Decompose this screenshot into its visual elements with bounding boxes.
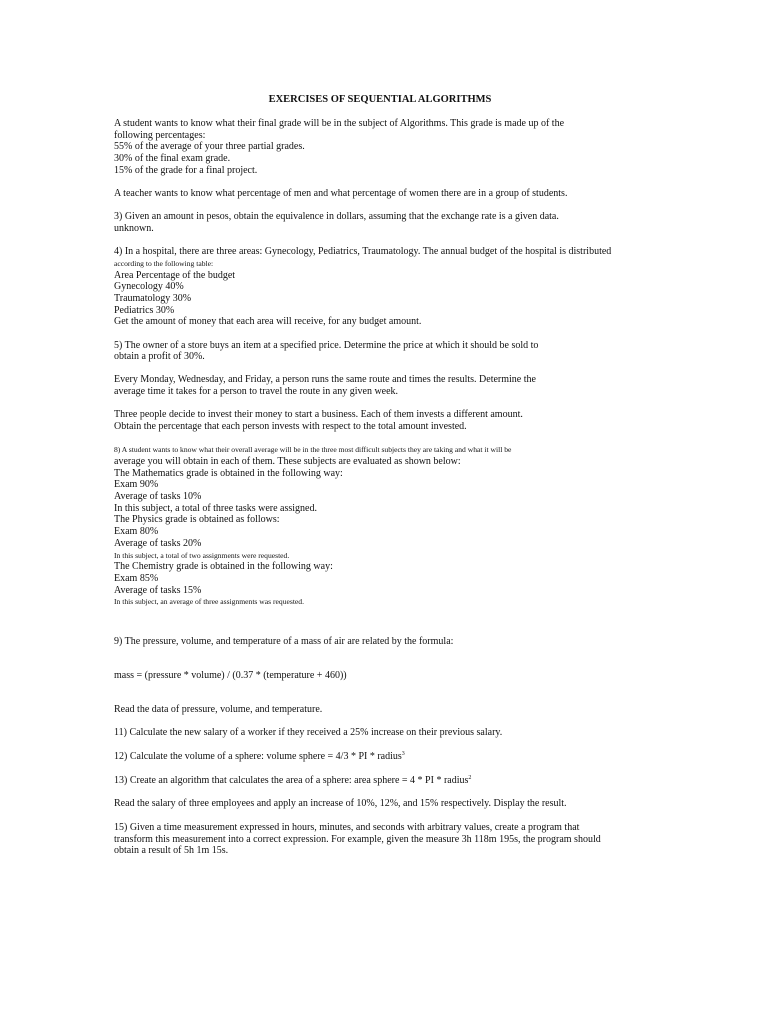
exercise-5-line: obtain a profit of 30%.: [114, 351, 205, 363]
spacer: [114, 328, 594, 340]
exponent-3: 3: [401, 750, 405, 757]
exercise-3-line: 3) Given an amount in pesos, obtain the equivalence in dollars, assuming that the exchange rate is a given data.: [114, 211, 559, 223]
exponent-2: 2: [468, 774, 472, 781]
exercise-4-line: Gynecology 40%: [114, 281, 184, 293]
spacer: [114, 715, 594, 727]
spacer: [114, 200, 594, 212]
exercise-8-line: Exam 85%: [114, 573, 159, 584]
exercise-5-line: 5) The owner of a store buys an item at a specified price. Determine the price at which it should be sold to: [114, 339, 539, 351]
exercise-12-text: 12) Calculate the volume of a sphere: volume sphere = 4/3 * PI * radius: [114, 750, 402, 762]
exercise-4-line: according to the following table:: [114, 258, 214, 268]
exercise-15-line: 15) Given a time measurement expressed in hours, minutes, and seconds with arbitrary values, create a program that: [114, 822, 580, 834]
exercise-1-line: 30% of the final exam grade.: [114, 153, 231, 165]
exercise-8-line: In this subject, an average of three assignments was requested.: [114, 597, 304, 607]
exercise-6-line: average time it takes for a person to travel the route in any given week.: [114, 386, 399, 398]
exercise-13-line: [114, 775, 594, 787]
exercise-8-line: Exam 90%: [114, 479, 159, 491]
exercise-8-line: Average of tasks 10%: [114, 491, 202, 503]
exercise-8-line: The Physics grade is obtained as follows:: [114, 514, 280, 526]
exercise-4-line: Get the amount of money that each area will receive, for any budget amount.: [114, 316, 422, 328]
exercise-4-line: Traumatology 30%: [114, 292, 192, 304]
exercise-1-line: 55% of the average of your three partial grades.: [114, 141, 305, 153]
exercise-11-line: 11) Calculate the new salary of a worker if they received a 25% increase on their previous salary.: [114, 727, 503, 739]
exercise-8-line: Average of tasks 15%: [114, 584, 202, 596]
spacer: [114, 810, 594, 822]
document-body: [114, 118, 612, 857]
exercise-13-text: 13) Create an algorithm that calculates the area of a sphere: area sphere = 4 * PI * radius: [114, 774, 469, 786]
exercise-8-line: The Mathematics grade is obtained in the following way:: [114, 467, 343, 479]
exercise-7-line: Three people decide to invest their money to start a business. Each of them invests a different amount.: [114, 409, 523, 421]
formula-line: mass = (pressure * volume) / (0.37 * (temperature + 460)): [114, 669, 347, 681]
exercise-4-line: 4) In a hospital, there are three areas: Gynecology, Pediatrics, Traumatology. The annual budget of the hospital is distributed: [114, 246, 612, 258]
spacer: [114, 648, 594, 670]
exercise-1-line: A student wants to know what their final grade will be in the subject of Algorithms. This grade is made up of the: [114, 118, 565, 129]
exercise-7-line: Obtain the percentage that each person invests with respect to the total amount invested.: [114, 421, 467, 433]
exercise-8-line: In this subject, a total of two assignments were requested.: [114, 550, 290, 560]
spacer: [114, 763, 594, 775]
spacer: [114, 177, 594, 189]
exercise-6-line: Every Monday, Wednesday, and Friday, a person runs the same route and times the results. Determine the: [114, 374, 536, 386]
exercise-9-line: Read the data of pressure, volume, and temperature.: [114, 703, 323, 715]
spacer: [114, 398, 594, 410]
exercise-1-line: 15% of the grade for a final project.: [114, 164, 258, 176]
spacer: [114, 739, 594, 751]
exercise-8-line: 8) A student wants to know what their overall average will be in the three most difficult subjects they are taking and what it will be: [114, 445, 512, 455]
exercise-8-line: Average of tasks 20%: [114, 537, 202, 549]
spacer: [114, 608, 594, 636]
exercise-8-line: average you will obtain in each of them. These subjects are evaluated as shown below:: [114, 455, 461, 467]
spacer: [114, 682, 594, 704]
exercise-4-line: Pediatrics 30%: [114, 304, 175, 316]
spacer: [114, 363, 594, 375]
spacer: [114, 433, 594, 445]
page-title: EXERCISES OF SEQUENTIAL ALGORITHMS: [268, 94, 492, 105]
exercise-8-line: Exam 80%: [114, 526, 159, 538]
exercise-4-line: Area Percentage of the budget: [114, 269, 236, 281]
exercise-3-line: unknown.: [114, 222, 154, 234]
spacer: [114, 235, 594, 247]
exercise-8-line: The Chemistry grade is obtained in the following way:: [114, 561, 333, 573]
exercise-1-line: following percentages:: [114, 129, 206, 141]
exercise-15-line: transform this measurement into a correct expression. For example, given the measure 3h 118m 195s, the program should: [114, 833, 601, 845]
exercise-2-line: A teacher wants to know what percentage of men and what percentage of women there are in a group of students.: [114, 188, 568, 200]
spacer: [114, 786, 594, 798]
exercise-8-line: In this subject, a total of three tasks were assigned.: [114, 502, 317, 514]
exercise-15-line: obtain a result of 5h 1m 15s.: [114, 845, 229, 857]
exercise-14-line: Read the salary of three employees and apply an increase of 10%, 12%, and 15% respectively. Display the result.: [114, 798, 567, 810]
exercise-9-line: 9) The pressure, volume, and temperature of a mass of air are related by the formula:: [114, 636, 454, 648]
exercise-12-line: [114, 751, 594, 763]
